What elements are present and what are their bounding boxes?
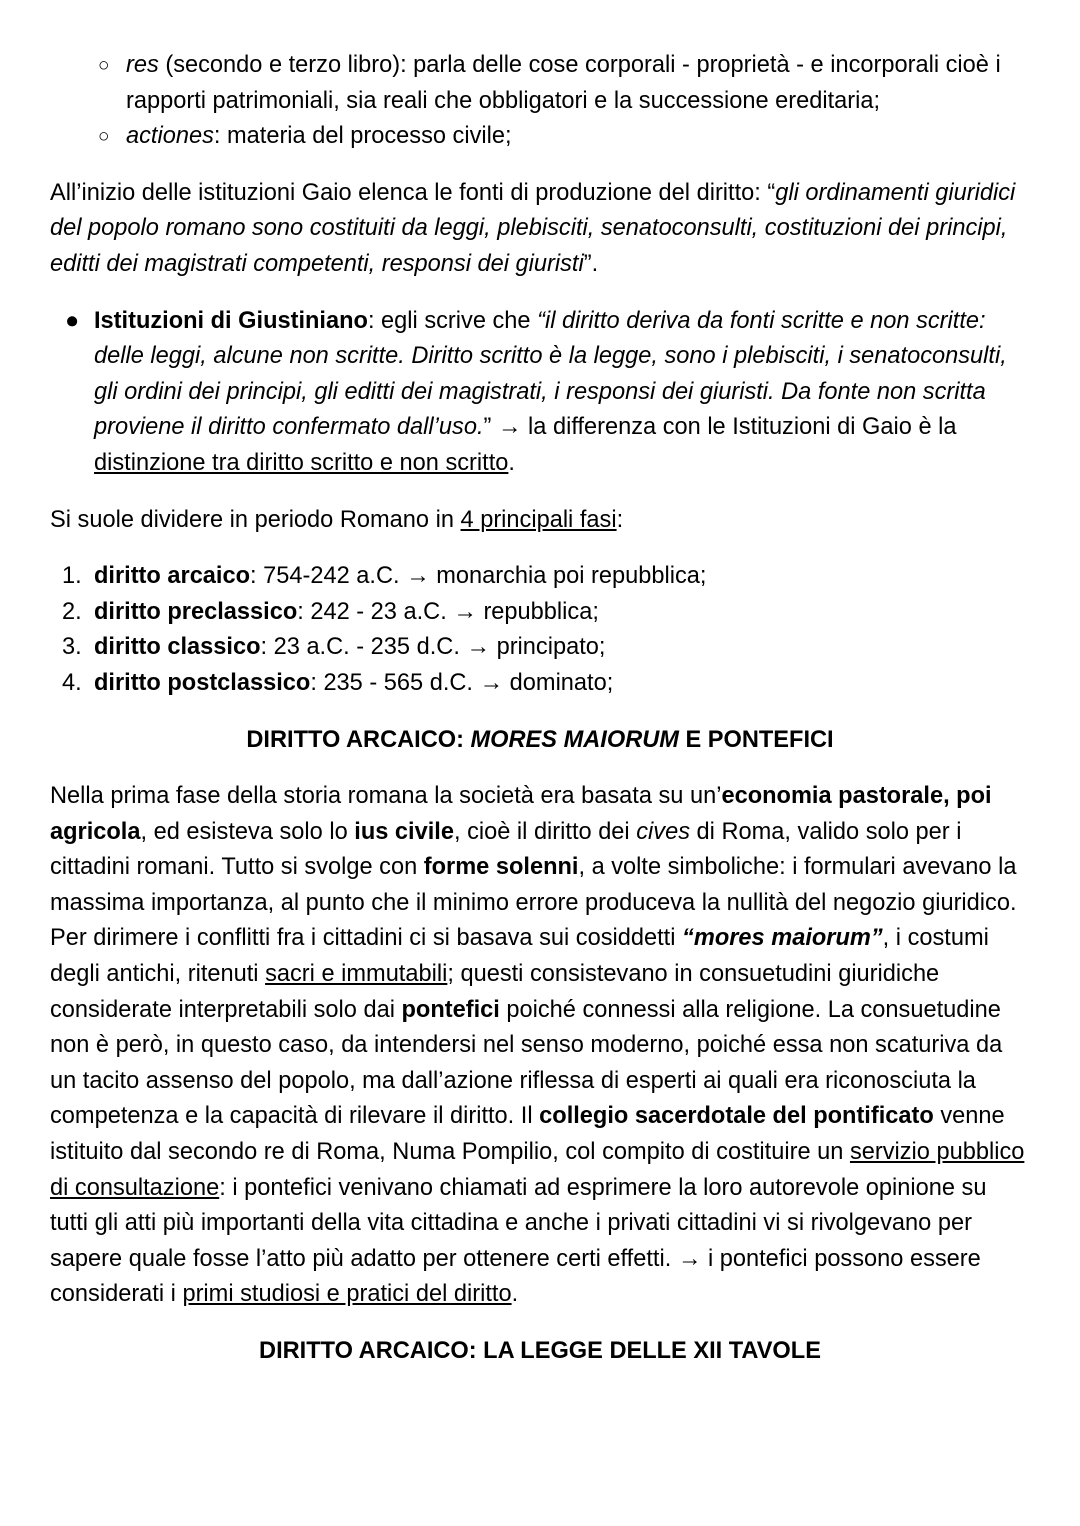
hollow-circle-bullet-icon: ○ — [98, 55, 110, 76]
bullet-list — [65, 304, 1030, 482]
filled-circle-bullet-icon: ● — [65, 307, 80, 334]
periods-intro: Si suole dividere in periodo Romano in 4 principali fasi: — [50, 506, 624, 533]
section-heading-mores-maiorum: DIRITTO ARCAICO: MORES MAIORUM E PONTEFICI — [246, 726, 834, 753]
period-item: 2. diritto preclassico: 242 - 23 a.C. → repubblica; — [62, 598, 599, 625]
hollow-circle-bullet-icon: ○ — [98, 126, 110, 148]
periods-list — [62, 559, 1030, 701]
list-item-giustiniano: ● Istituzioni di Giustiniano: egli scrive che “il diritto deriva da fonti scritte e non scritte: delle leggi, alcune non scritte. Diritto scritto è la legge, sono i plebisciti, i senatoconsulti, gli ordini dei principi, gli editti dei magistrati, i responsi dei giuristi. Da fonte non scritta proviene il diritto confermato dall’uso.” → la differenza con le Istituzioni di Gaio è la distinzione tra diritto scritto e non scritto. — [94, 304, 1030, 482]
arcaico-paragraph: Nella prima fase della storia romana la società era basata su un’economia pastorale, poi agricola, ed esisteva solo lo ius civile, cioè il diritto dei cives di Roma, valido solo per i cittadini romani. Tutto si svolge con forme solenni, a volte simboliche: i formulari avevano la massima importanza, al punto che il minimo errore produceva la nullità del negozio giuridico. Per dirimere i conflitti fra i cittadini ci si basava sui cosiddetti “mores maiorum”, i costumi degli antichi, ritenuti sacri e immutabili; questi consistevano in consuetudini giuridiche considerate interpretabili solo dai pontefici poiché connessi alla religione. La consuetudine non è però, in questo caso, da intendersi nel senso moderno, poiché essa non scaturiva da un tacito assenso del popolo, ma dall’azione riflessa di esperti ai quali era riconosciuta la competenza e la capacità di rilevare il diritto. Il collegio sacerdotale del pontificato venne istituito dal secondo re di Roma, Numa Pompilio, col compito di costituire un servizio pubblico di consultazione: i pontefici venivano chiamati ad esprimere la loro autorevole opinione su tutti gli atti più importanti della vita cittadina e anche i privati cittadini vi si rivolgevano per sapere quale fosse l’atto più adatto per ottenere certi effetti. → i pontefici possono essere considerati i primi studiosi e pratici del diritto. — [50, 783, 1025, 1308]
period-item: 4. diritto postclassico: 235 - 565 d.C. → dominato; — [62, 669, 614, 696]
gaio-paragraph: All’inizio delle istituzioni Gaio elenca le fonti di produzione del diritto: “gli ordinamenti giuridici del popolo romano sono costituiti da leggi, plebisciti, senatoconsulti, costituzioni dei principi, editti dei magistrati competenti, responsi dei giuristi”. — [50, 179, 1016, 277]
list-item-actiones: ○ actiones: materia del processo civile; — [126, 119, 1030, 155]
period-item: 3. diritto classico: 23 a.C. - 235 d.C. → principato; — [62, 634, 606, 661]
period-item: 1. diritto arcaico: 754-242 a.C. → monarchia poi repubblica; — [62, 563, 707, 590]
sub-bullet-list — [98, 48, 1030, 155]
list-item-res: ○ res (secondo e terzo libro): parla delle cose corporali - proprietà - e incorporali cioè i rapporti patrimoniali, sia reali che obbligatori e la successione ereditaria; — [126, 48, 1030, 119]
section-heading-xii-tavole: DIRITTO ARCAICO: LA LEGGE DELLE XII TAVOLE — [259, 1338, 821, 1364]
